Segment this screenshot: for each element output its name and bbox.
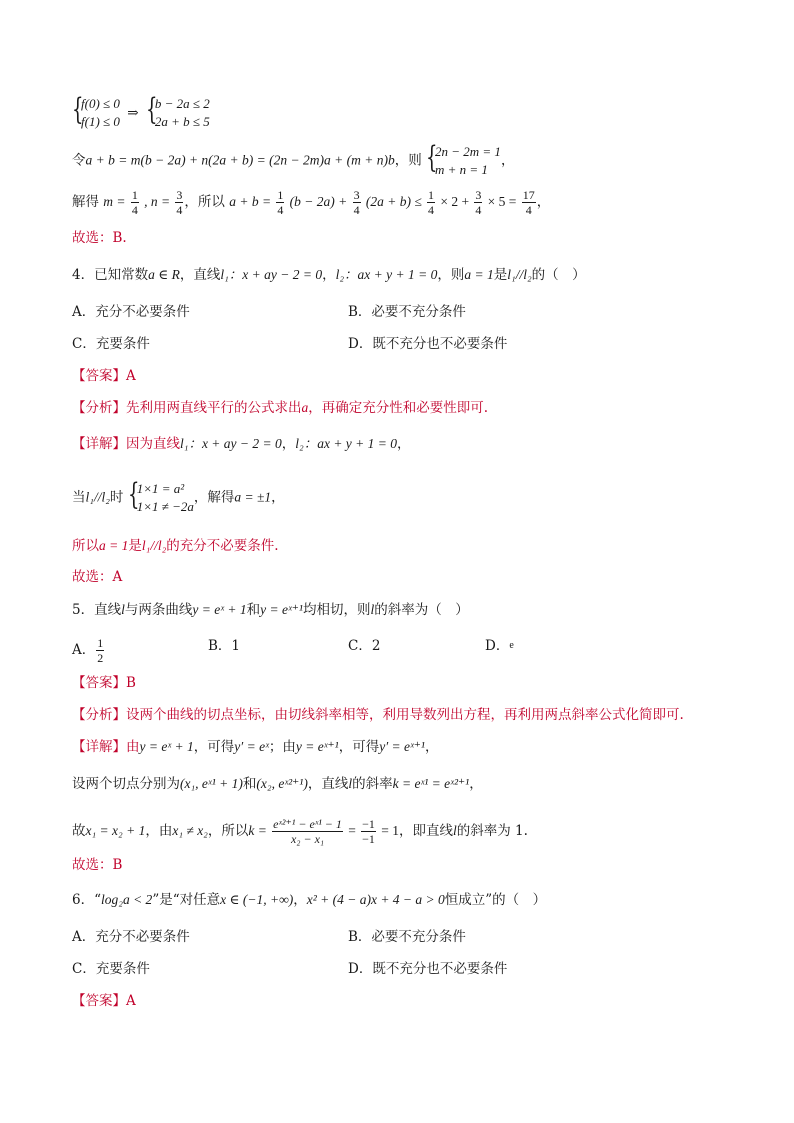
solve-prefix: 解得 <box>72 194 99 210</box>
fraction <box>361 817 376 846</box>
q5-answer <box>72 673 136 693</box>
text: 当 <box>72 489 86 506</box>
fraction <box>96 636 104 665</box>
term: × 5 = <box>487 194 517 209</box>
q6-option-a: A．充分不必要条件 <box>72 929 190 945</box>
frac-num: 17 <box>522 188 535 202</box>
frac-den: 4 <box>131 203 138 217</box>
q5-stem <box>72 600 469 620</box>
detail-text: 因为直线 <box>126 436 180 452</box>
text: 是 <box>128 538 142 554</box>
text: ，可得 <box>193 739 235 755</box>
domain: x ∈ (−1, +∞) <box>220 892 294 907</box>
frac-den: 4 <box>176 203 183 217</box>
system-right: { b − 2a ≤ 2 2a + b ≤ 5 <box>145 92 210 129</box>
comma: ， <box>397 436 411 452</box>
comma: ， <box>271 489 285 506</box>
so-text: ，所以 <box>184 194 225 210</box>
frac-num: 3 <box>353 188 360 202</box>
parallel: l₁//l₂ <box>141 538 167 553</box>
text: 均相切，则 <box>302 602 371 618</box>
q4-stem-text: 4．已知常数 <box>72 267 149 283</box>
detail-tag: 【详解】 <box>72 739 126 755</box>
q4-option-c: C．充要条件 <box>72 336 150 352</box>
fraction <box>522 188 536 217</box>
q4-stem-text: 是 <box>493 267 508 283</box>
q4-condition: a = 1 <box>464 267 494 282</box>
text: 时 <box>109 489 124 506</box>
curve-1: y = eˣ + 1 <box>192 602 247 617</box>
q5-option-d <box>485 636 514 656</box>
curve-1: y = eˣ + 1 <box>139 739 194 754</box>
var-l: l <box>348 776 353 791</box>
text: 的斜率为 1. <box>456 823 528 839</box>
comma: ， <box>281 436 296 452</box>
frac-num: 3 <box>176 188 183 202</box>
q6-option-b: B．必要不充分条件 <box>348 929 466 945</box>
q4-analysis <box>72 398 488 418</box>
option-value: e <box>509 640 514 651</box>
q4-option-a: A．充分不必要条件 <box>72 304 190 320</box>
text: ，解得 <box>193 489 235 506</box>
comma: ， <box>469 776 483 792</box>
system-right-row-1: b − 2a ≤ 2 <box>154 96 210 111</box>
system-left-row-1: f(0) ≤ 0 <box>81 96 120 111</box>
text: ；由 <box>268 739 296 755</box>
coeff-row-1: 2n − 2m = 1 <box>435 144 501 159</box>
term: (2a + b) ≤ <box>365 194 422 209</box>
fraction <box>131 188 139 217</box>
q4-stem-text: 的（ ） <box>531 267 586 283</box>
frac-den: −1 <box>362 832 375 846</box>
let-prefix: 令 <box>72 152 86 169</box>
text: 由 <box>126 739 140 755</box>
text: 的斜率为（ ） <box>374 602 469 618</box>
condition: a = 1 <box>99 538 129 553</box>
analysis-text: ，再确定充分性和必要性即可. <box>308 400 489 416</box>
system-left: { f(0) ≤ 0 f(1) ≤ 0 <box>72 92 120 129</box>
analysis-tag: 【分析】 <box>72 707 126 723</box>
fraction <box>272 817 343 846</box>
q5-slope-calc <box>72 817 528 846</box>
q6-stem <box>72 890 546 910</box>
frac-num: 3 <box>475 188 482 202</box>
detail-line-2: l₂：ax + y + 1 = 0 <box>295 436 398 451</box>
answer-tag: 【答案】 <box>72 368 126 384</box>
frac-num: 1 <box>277 188 284 202</box>
text: 5．直线 <box>72 602 122 618</box>
text: 的斜率 <box>352 776 393 792</box>
implies-symbol: ⇒ <box>127 104 139 120</box>
answer-tag: 【答案】 <box>72 675 126 691</box>
frac-num: 1 <box>97 636 104 650</box>
q4-conclusion <box>72 536 279 556</box>
q5-option-b: B．1 <box>208 638 241 654</box>
equals: = 1 <box>381 823 399 838</box>
q4-stem <box>72 265 586 285</box>
equation: x₁ = x₂ + 1 <box>85 823 146 838</box>
fraction <box>353 188 361 217</box>
text: 和 <box>246 602 261 618</box>
detail-line-1: l₁：x + ay − 2 = 0 <box>180 436 282 451</box>
frac-den: 4 <box>475 203 482 217</box>
text: 所以 <box>72 538 99 554</box>
comma: ， <box>500 152 515 169</box>
q4-sys-row-2: 1×1 ≠ −2a <box>136 499 194 514</box>
text: ，即直线 <box>398 823 453 839</box>
fraction <box>175 188 183 217</box>
q4-option-d: D．既不充分也不必要条件 <box>348 336 508 352</box>
fraction <box>427 188 435 217</box>
text: ，所以 <box>207 823 249 839</box>
q4-stem-text: ，则 <box>437 267 465 283</box>
prev-system-line <box>72 92 210 131</box>
frac-num: 1 <box>131 188 138 202</box>
option-label: D． <box>485 638 510 654</box>
text: 设两个切点分别为 <box>72 776 180 792</box>
frac-den: x₂ − x₁ <box>290 832 325 846</box>
analysis-text: 设两个曲线的切点坐标，由切线斜率相等，利用导数列出方程，再利用两点斜率公式化简即可. <box>126 707 684 723</box>
fraction <box>474 188 482 217</box>
frac-den: 2 <box>97 651 104 665</box>
sum-expr: a + b = <box>229 194 272 209</box>
frac-den: 4 <box>277 203 284 217</box>
q4-parallel-system: { 1×1 = a² 1×1 ≠ −2a <box>127 477 194 514</box>
fraction <box>276 188 284 217</box>
var-l: l <box>452 823 457 838</box>
var-l: l <box>121 602 125 617</box>
equals: = <box>348 823 356 838</box>
derivative-2: y′ = eˣ⁺¹ <box>379 739 425 754</box>
system-left-row-2: f(1) ≤ 0 <box>81 114 120 129</box>
point-2: (x₂, eˣ²⁺¹) <box>256 776 308 791</box>
q6-option-c: C．充要条件 <box>72 961 150 977</box>
analysis-tag: 【分析】 <box>72 400 126 416</box>
frac-den: 4 <box>353 203 360 217</box>
comma: ， <box>293 892 307 908</box>
text: ”是“对任意 <box>152 892 221 908</box>
text: ，由 <box>145 823 173 839</box>
text: 的充分不必要条件. <box>166 538 279 554</box>
comma: ， <box>424 739 439 755</box>
coeff-row-2: m + n = 1 <box>435 162 488 177</box>
text: ，可得 <box>338 739 380 755</box>
comma: ， <box>536 194 551 210</box>
q4-answer <box>72 366 136 386</box>
inequation: x₁ ≠ x₂ <box>172 823 208 838</box>
text: ，直线 <box>307 776 349 792</box>
analysis-text: 先利用两直线平行的公式求出 <box>126 400 302 416</box>
point-1: (x₁, eˣ¹ + 1) <box>180 776 243 791</box>
system-right-row-2: 2a + b ≤ 5 <box>154 114 210 129</box>
term: (b − 2a) + <box>289 194 348 209</box>
text: 和 <box>242 776 257 792</box>
solve-line <box>72 188 550 217</box>
comma: ， <box>322 267 336 283</box>
q4-line-2: l₂：ax + y + 1 = 0 <box>335 267 438 282</box>
prev-choose: 故选：B. <box>72 230 127 246</box>
q5-option-a <box>72 636 105 665</box>
let-line <box>72 140 515 179</box>
answer-value: A <box>126 993 136 1009</box>
solve-n: , n = <box>144 194 171 209</box>
solve-value: a = ±1 <box>234 489 272 505</box>
q4-when <box>72 477 285 516</box>
slope-expr: k = eˣ¹ = eˣ²⁺¹ <box>392 776 470 791</box>
option-label: A． <box>72 642 96 658</box>
q4-stem-text: ，直线 <box>179 267 221 283</box>
analysis-var: a <box>301 400 309 415</box>
curve-2: y = eˣ⁺¹ <box>295 739 339 754</box>
answer-value: A <box>126 368 136 384</box>
q5-detail <box>72 737 438 757</box>
detail-tag: 【详解】 <box>72 436 126 452</box>
log-condition: log₂a < 2 <box>101 892 153 907</box>
then-text: ，则 <box>394 152 422 169</box>
inequality: x² + (4 − a)x + 4 − a > 0 <box>306 892 445 907</box>
q4-detail <box>72 434 411 454</box>
parallel: l₁//l₂ <box>85 489 110 505</box>
coefficient-system: { 2n − 2m = 1 m + n = 1 <box>426 140 501 177</box>
term: × 2 + <box>440 194 470 209</box>
var-l: l <box>370 602 375 617</box>
let-expression: a + b = m(b − 2a) + n(2a + b) = (2n − 2m)a + (m + n)b <box>85 152 395 168</box>
curve-2: y = eˣ⁺¹ <box>260 602 303 617</box>
q5-analysis <box>72 705 684 725</box>
q4-choose: 故选：A <box>72 569 123 585</box>
frac-num: −1 <box>362 817 375 831</box>
q4-line-1: l₁：x + ay − 2 = 0 <box>220 267 323 282</box>
text: 恒成立”的（ ） <box>444 892 547 908</box>
text: 与两条曲线 <box>124 602 193 618</box>
q4-sys-row-1: 1×1 = a² <box>136 481 185 496</box>
q5-choose: 故选：B <box>72 857 123 873</box>
frac-num: 1 <box>428 188 435 202</box>
q5-tangent-points <box>72 774 483 794</box>
q6-answer <box>72 991 136 1011</box>
frac-den: 4 <box>525 203 532 217</box>
text: 6．“ <box>72 892 101 908</box>
derivative-1: y′ = eˣ <box>234 739 269 754</box>
q4-stem-math: a ∈ R <box>148 267 180 282</box>
q4-parallel: l₁//l₂ <box>507 267 532 282</box>
answer-value: B <box>126 675 136 691</box>
q5-option-c: C．2 <box>348 638 381 654</box>
answer-tag: 【答案】 <box>72 993 126 1009</box>
slope-k: k = <box>248 823 267 838</box>
frac-num: eˣ²⁺¹ − eˣ¹ − 1 <box>273 817 342 831</box>
frac-den: 4 <box>428 203 435 217</box>
text: 故 <box>72 823 86 839</box>
q6-option-d: D．既不充分也不必要条件 <box>348 961 508 977</box>
q4-option-b: B．必要不充分条件 <box>348 304 466 320</box>
solve-m: m = <box>103 194 126 209</box>
